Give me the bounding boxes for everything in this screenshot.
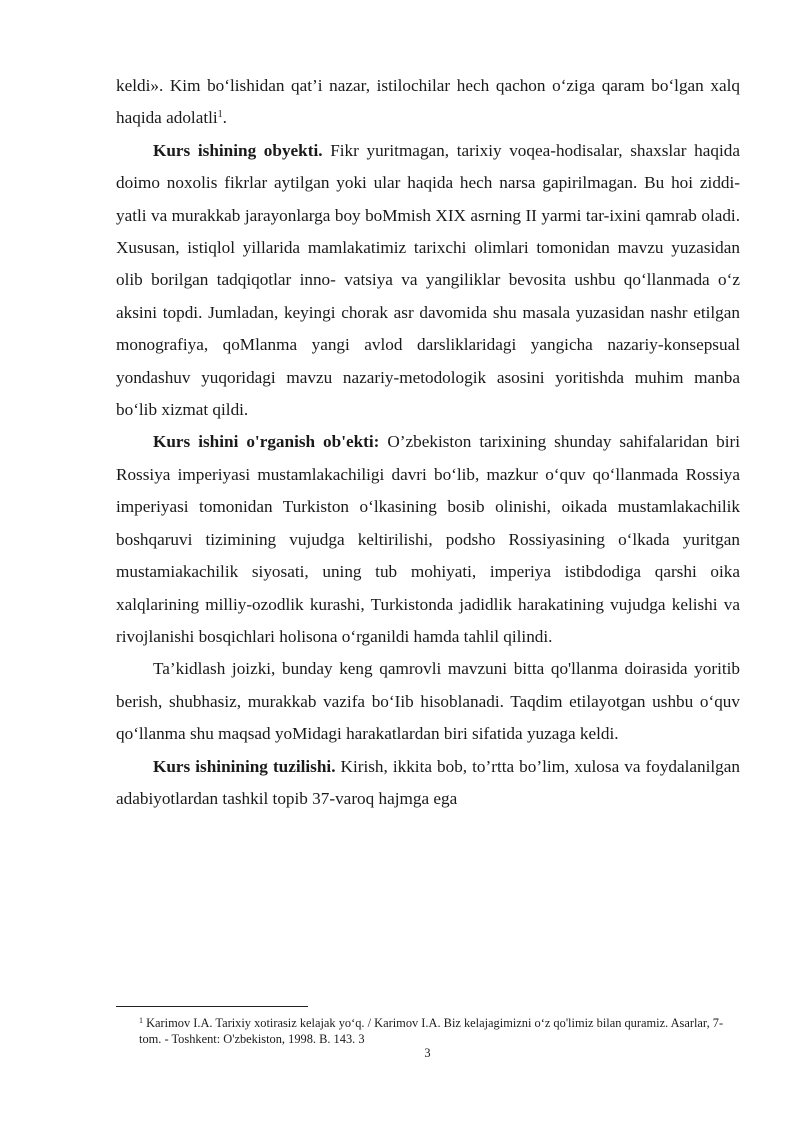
footnote-text: Karimov I.A. Tarixiy xotirasiz kelajak yo‘q. / Karimov I.A. Biz kelajagimizni o‘z qo'limiz bilan quramiz. Asarlar, 7-tom. - Toshkent: O'zbekiston, 1998. B. 143. 3	[139, 1016, 724, 1046]
page-number: 3	[424, 1046, 431, 1060]
paragraph-text: O’zbekiston tarixining shunday sahifalaridan biri Rossiya imperiyasi mustamlakachiligi davri bo‘lib, mazkur o‘quv qo‘llanmada Rossiya imperiyasi tomonidan Turkiston o‘lkasining bosib olinishi, oikada mustamlakachilik boshqaruvi tizimining vujudga keltirilishi, podsho Rossiyasining o‘lkada yuritgan mustamiakachilik siyosati, uning tub mohiyati, imperiya istibdodiga qarshi oika xalqlarining milliy-ozodlik kurashi, Turkistonda jadidlik harakatining vujudga kelishi va rivojlanishi bosqichlari holisona o‘rganildi hamda tahlil qilindi.	[116, 432, 741, 646]
footnote-separator	[116, 1006, 308, 1007]
footnote-reference[interactable]: 1	[217, 109, 223, 121]
footnote-marker: 1	[139, 1016, 143, 1025]
paragraph-heading: Kurs ishinining tuzilishi.	[153, 756, 336, 776]
paragraph-heading: Kurs ishining obyekti.	[153, 140, 323, 160]
paragraph-text: Fikr yuritmagan, tarixiy voqea-hodisalar, shaxslar haqida doimo noxolis fikrlar aytilgan yoki ular haqida hech narsa gapirilmagan. Bu hoi ziddi- yatli va murakkab jarayonlarga boy boMmish XIX asrning II yarmi tar-ixini qamrab oladi. Xususan, istiqlol yillarida mamlakatimiz tarixchi olimlari tomonidan mavzu yuzasidan olib borilgan tadqiqotlar inno- vatsiya va yangiliklar bevosita ushbu qo‘llanmada o‘z aksini topdi. Jumladan, keyingi chorak asr davomida shu masala yuzasidan nashr etilgan monografiya, qoMlanma yangi avlod darsliklaridagi yangicha nazariy-konsepsual yondashuv yuqoridagi mavzu nazariy-metodologik asosini yoritishda muhim manba bo‘lib xizmat qildi.	[116, 140, 740, 420]
footnote	[139, 1015, 739, 1047]
paragraph-study-object	[116, 426, 740, 653]
paragraph-structure	[116, 751, 740, 816]
paragraph-research-object	[116, 135, 740, 427]
paragraph-heading: Kurs ishini o'rganish ob'ekti:	[153, 432, 380, 452]
paragraph-note	[116, 653, 740, 750]
paragraph-text: Ta’kidlash joizki, bunday keng qamrovli mavzuni bitta qo'llanma doirasida yoritib berish, shubhasiz, murakkab vazifa bo‘Iib hisoblanadi. Taqdim etilayotgan ushbu o‘quv qo‘llanma shu maqsad yoMidagi harakatlardan biri sifatida yuzaga keldi.	[116, 659, 740, 744]
document-body	[116, 70, 740, 815]
paragraph-tail: .	[222, 108, 227, 128]
paragraph-continuation	[116, 70, 740, 135]
paragraph-text: keldi». Kim bo‘lishidan qat’i nazar, istilochilar hech qachon o‘ziga qaram bo‘lgan xalq haqida adolatli	[116, 76, 740, 128]
paragraph-text: Kirish, ikkita bob, to’rtta bo’lim, xulosa va foydalanilgan adabiyotlardan tashkil topib 37-varoq hajmga ega	[116, 756, 741, 808]
